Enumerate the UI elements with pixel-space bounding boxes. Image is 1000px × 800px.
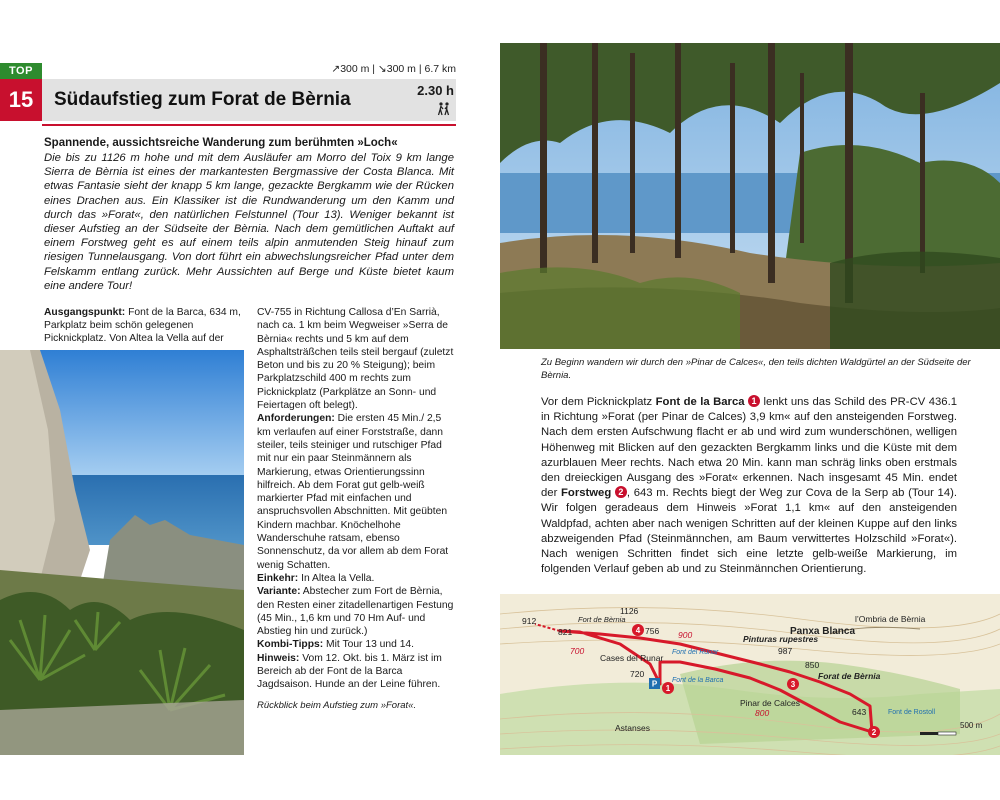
note-label: Hinweis: [257,652,300,664]
start-text-rest: CV-755 in Richtung Callosa d’En Sarrià, nach ca. 1 km beim Wegweiser »Serra de Bèrnia« rechts und 5 km auf dem Asphaltsträßchen teils steil bergauf (zuletzt Beton und bis zu 20 % Steigung); beim Parkplatzschild 400 m rechts zum Picknickplatz (Parkplätze an Sonn- und Feiertagen oft belegt). [257,307,454,412]
forest-photo [500,43,1000,349]
food-label: Einkehr: [257,572,299,584]
map-parking: P [651,679,658,689]
info-column-left [44,306,244,346]
map-label-panxa: Panxa Blanca [790,626,856,637]
note-text: Vom 12. Okt. bis 1. März ist im Bereich ab der Font de la Barca Jagdsaison. Hunde an der Leine führen. [257,652,442,691]
map-label-850: 850 [805,660,820,670]
combo-label: Kombi-Tipps: [257,639,324,651]
place-font-barca: Font de la Barca [655,396,745,408]
route-text-2: lenkt uns das Schild des PR-CV 436.1 in Richtung »Forat (per Pinar de Calces) 3,9 km« auf den ansteigenden Forstweg. Nach dem ersten Aufschwung flacht er ab und wird zum wunderschönen, welligen Höhenweg mit Blicken auf den gezackten Bergkamm links und die Küste mit dem azurblauen Meer rechts. Nach etwa 20 Min. kann man schräg links oben erstmals den dreieckigen Ausgang des »Forat« erkennen. Nach insgesamt 45 Min. endet der [541,396,957,500]
route-description [541,395,957,577]
info-column-right [257,306,457,692]
map-label-rostoll: Font de Rostoll [888,709,936,716]
variant-label: Variante: [257,586,301,598]
map-label-cases: Cases del Runar [600,653,664,663]
caption-right-photo: Zu Beginn wandern wir durch den »Pinar de Calces«, den teils dichten Waldgürtel an der Südseite der Bèrnia. [541,357,971,381]
map-label-643: 643 [852,707,867,717]
map-label-pintures: Pinturas rupestres [743,634,819,644]
map-label-720: 720 [630,669,645,679]
variant-text: Abstecher zum Fort de Bèrnia, den Resten einer zitadellenartigen Festung (45 Min., 1,6 km und 70 Hm Auf- und Abstieg hin und zurück.) [257,586,454,638]
waypoint-marker-1: 1 [748,395,760,407]
intro-lead: Spannende, aussichtsreiche Wanderung zum berühmten »Loch« [44,137,398,149]
map-label-forat: Forat de Bèrnia [818,671,881,681]
map-label-800: 800 [755,708,770,718]
header-rule [42,124,456,126]
map-label-756: 756 [645,626,660,636]
route-map [500,594,1000,755]
map-scale-label: 500 m [960,721,983,730]
waypoint-marker-2: 2 [615,486,627,498]
map-label-astanses: Astanses [615,723,650,733]
map-marker-1: 1 [665,684,671,693]
coast-photo [0,350,244,755]
map-label-900: 900 [678,630,693,640]
page-title: Südaufstieg zum Forat de Bèrnia [54,89,351,110]
start-label: Ausgangspunkt: [44,307,126,318]
map-marker-2: 2 [871,728,877,737]
combo-text: Mit Tour 13 und 14. [326,639,415,651]
route-text-1: Vor dem Picknickplatz [541,396,656,408]
map-label-font-barca: Font de la Barca [672,677,724,684]
tour-duration: 2.30 h [417,83,454,98]
place-forstweg: Forstweg [561,487,612,500]
map-label-821: 821 [558,627,573,637]
top-badge: TOP [0,63,42,79]
map-label-912: 912 [522,616,537,626]
map-label-font-runar: Font del Runar [672,649,719,656]
start-text-short: Font de la Barca, 634 m, Parkplatz beim schön gelegenen Picknickplatz. Von Altea la Vella auf der [44,307,241,345]
tour-number: 15 [0,79,42,121]
requirements-label: Anforderungen: [257,413,335,425]
caption-left-photo: Rückblick beim Aufstieg zum »Forat«. [257,700,417,711]
requirements-text: Die ersten 45 Min./ 2,5 km verlaufen auf einer Forststraße, dann steiler, teils steiniger und rutschiger Pfad mit nur ein paar Steinmännern als Markierung, etwas Orientierungssinn hilfreich. Ab dem Forat gut gelb-weiß markierter Pfad mit einfachen und anspruchsvollen Abschnitten. Mit geübten Kindern machbar. Knöchelhohe Wanderschuhe ratsam, ebenso Sonnenschutz, da vor allem ab dem Forat wenig Schatten. [257,413,449,571]
map-marker-3: 3 [790,680,796,689]
map-label-ombria: l’Ombria de Bèrnia [855,614,926,624]
map-label-1126: 1126 [620,606,639,616]
walker-icon [436,102,452,116]
food-text: In Altea la Vella. [301,572,375,584]
map-label-pinar: Pinar de Calces [740,698,801,708]
intro-text: Die bis zu 1126 m hohe und mit dem Ausläufer am Morro del Toix 9 km lange Sierra de Bèrnia ist eines der markantesten Bergmassive der Costa Blanca. Mit etwas Fantasie sieht der knapp 5 km lange, gezackte Bergkamm wie der Rücken eines Drachen aus. Ein Klassiker ist die Rundwanderung um den Kamm und durch das »Forat«, den natürlichen Felstunnel (Tour 13). Weniger bekannt ist dieser Aufstieg an der Südseite der Bèrnia. Nach dem gemütlichen Auftakt auf einem Forstweg geht es auf einem teils alpin anmutenden Steig hinauf zum riesigen Tunnelausgang. Von dort führt ein abwechslungsreicher Pfad unter dem Felskamm entlang zurück. Mehr Aussichten auf Berge und Küste bietet kaum eine andere Tour! [44,152,454,292]
map-label-700: 700 [570,646,585,656]
map-label-987: 987 [778,646,793,656]
route-text-3: , 643 m. Rechts biegt der Weg zur Cova de la Serp ab (Tour 14). Wir folgen geradeaus dem Hinweis »Forat 1,1 km« auf den ansteigenden Waldpfad, achten aber nach wenigen Schritten auf der kleinen Kuppe auf den links abzweigenden Pfad (Steinmännchen, am Baum verwittertes Holzschild »Forat«). Nach wenigen Schritten findet sich eine letzte gelb-weiße Markierung, im folgenden Verlauf geben ab und zu Steinmännchen Orientierung. [541,487,958,576]
map-label-fort: Fort de Bèrnia [578,615,626,624]
map-marker-4: 4 [635,626,641,635]
tour-stats: ↗300 m | ↘300 m | 6.7 km [331,63,456,75]
